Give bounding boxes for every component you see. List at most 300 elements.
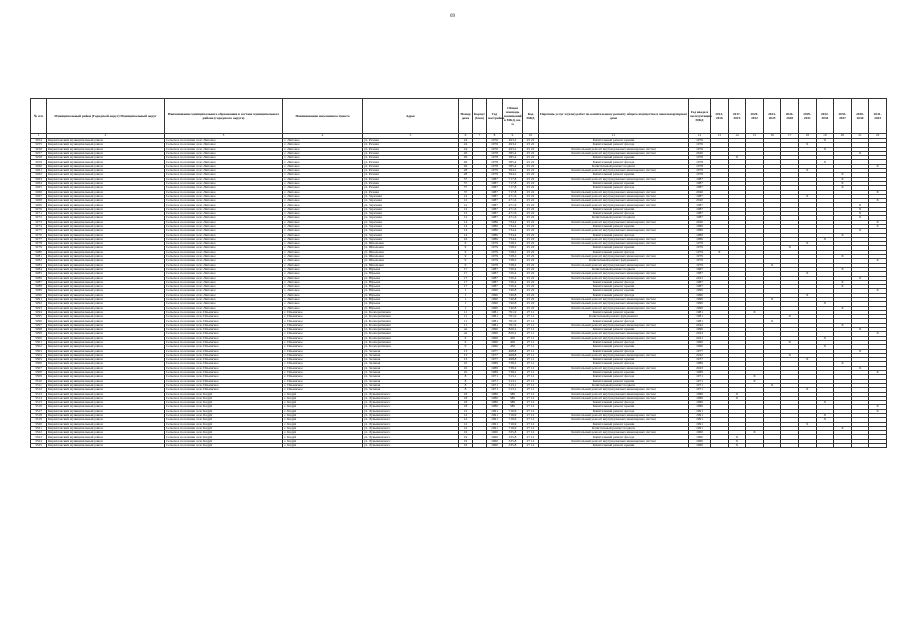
table-cell xyxy=(711,444,729,448)
table-cell: ул. Речная xyxy=(363,169,459,173)
table-cell: 1986 xyxy=(689,405,711,409)
table-cell: Сельское поселение село Липовое xyxy=(165,233,283,237)
table-cell: Капитальный ремонт внутридомовых инженерных систем xyxy=(539,336,689,340)
table-cell: Капитальный ремонт крыши xyxy=(539,139,689,143)
table-cell: Капитальный ремонт внутридомовых инженерных систем xyxy=(539,263,689,267)
table-cell: X xyxy=(816,160,834,164)
table-cell: Сельское поселение село Липовое xyxy=(165,207,283,211)
table-cell: 25 22 xyxy=(523,263,539,267)
table-cell: 1989 xyxy=(689,362,711,366)
table-cell: Капитальный ремонт внутридомовых инженерных систем xyxy=(539,229,689,233)
table-cell: 1986 xyxy=(689,229,711,233)
table-cell: Кирилловский муниципальный район xyxy=(47,418,165,422)
table-cell: ул. Лукьяновского xyxy=(363,422,459,426)
table-cell: 25 22 xyxy=(523,242,539,246)
table-cell: 25 22 xyxy=(523,237,539,241)
table-cell: 3305 xyxy=(31,358,47,362)
table-cell: 717,8 xyxy=(503,177,523,181)
table-cell: Кирилловский муниципальный район xyxy=(47,255,165,259)
table-cell: 1990 xyxy=(689,297,711,301)
table-cell: 26 xyxy=(459,156,473,160)
table-cell: 1990 xyxy=(689,328,711,332)
table-cell: 25 22 xyxy=(523,207,539,211)
column-header: Наименование населенного пункта xyxy=(283,99,363,134)
table-cell: X xyxy=(834,362,852,366)
table-cell: 27 11 xyxy=(523,366,539,370)
table-cell: 738,2 xyxy=(503,371,523,375)
table-cell: 1 xyxy=(459,297,473,301)
table-cell: с. Кадуй xyxy=(283,426,363,430)
table-cell: Кирилловский муниципальный район xyxy=(47,186,165,190)
table-cell: Сельское поселение село Липовое xyxy=(165,156,283,160)
table-cell: Кирилловский муниципальный район xyxy=(47,285,165,289)
table-cell: X xyxy=(746,431,764,435)
table-cell: 1960 xyxy=(689,345,711,349)
column-number: 13 xyxy=(711,134,729,139)
table-cell: 3258 xyxy=(31,156,47,160)
table-cell: Кирилловский муниципальный район xyxy=(47,319,165,323)
table-cell: 12 xyxy=(459,194,473,198)
table-cell: 1989 xyxy=(487,362,503,366)
table-cell: 25 22 xyxy=(523,306,539,310)
table-cell: X xyxy=(798,272,816,276)
table-cell: X xyxy=(728,156,746,160)
table-cell: 1981 xyxy=(487,319,503,323)
column-header: Перечень услуг и (или) работ по капитальному ремонту общего имущества в многоквартирном доме xyxy=(539,99,689,134)
table-cell: Сельское поселение село Липовое xyxy=(165,237,283,241)
table-cell: 1990 xyxy=(689,306,711,310)
column-header: 2026-2028 xyxy=(781,99,799,134)
table-cell: с. Кадуй xyxy=(283,431,363,435)
table-cell: 27 12 xyxy=(523,401,539,405)
table-cell: с. Липовое xyxy=(283,229,363,233)
table-cell: 585,4 xyxy=(503,151,523,155)
table-cell: Кирилловский муниципальный район xyxy=(47,259,165,263)
table-cell: 28 xyxy=(459,173,473,177)
table-cell: Кирилловский муниципальный район xyxy=(47,151,165,155)
table-cell: с. Липовое xyxy=(283,216,363,220)
table-cell: Капитальный ремонт фасада xyxy=(539,349,689,353)
table-cell: 8 xyxy=(459,379,473,383)
column-header: Номер дома xyxy=(459,99,473,134)
table-cell: Кирилловский муниципальный район xyxy=(47,345,165,349)
table-cell: с. Липовое xyxy=(283,203,363,207)
table-cell: 1986 xyxy=(487,229,503,233)
table-cell: 12 xyxy=(459,409,473,413)
table-cell: ул. Юрьева xyxy=(363,280,459,284)
table-cell: Сельское поселение село Липовое xyxy=(165,250,283,254)
table-cell: 27 11 xyxy=(523,371,539,375)
table-cell: 717,8 xyxy=(503,190,523,194)
table-cell: 8 xyxy=(459,383,473,387)
table-cell: 1978 xyxy=(689,164,711,168)
table-cell: с. Липовое xyxy=(283,293,363,297)
table-cell: Капитальный ремонт фасада xyxy=(539,233,689,237)
table-cell: 3270 xyxy=(31,207,47,211)
table-cell: 27 11 xyxy=(523,328,539,332)
table-cell: 498,8 xyxy=(503,349,523,353)
table-cell: 25 22 xyxy=(523,212,539,216)
table-cell: 3257 xyxy=(31,151,47,155)
table-cell: 9 xyxy=(459,340,473,344)
column-number: 17 xyxy=(781,134,799,139)
table-cell: 2043 xyxy=(689,366,711,370)
table-cell: X xyxy=(851,349,869,353)
table-cell: 1989 xyxy=(487,371,503,375)
table-cell: 9 xyxy=(459,263,473,267)
table-cell: 1 xyxy=(459,289,473,293)
table-cell: 3279 xyxy=(31,246,47,250)
table-cell: 1986 xyxy=(487,401,503,405)
table-cell: Капитальный ремонт крыши xyxy=(539,328,689,332)
table-cell: Капитальный ремонт внутридомовых инженерных систем xyxy=(539,396,689,400)
table-cell: 1981 xyxy=(487,323,503,327)
table-cell: Капитальный ремонт внутридомовых инженерных систем xyxy=(539,431,689,435)
table-cell: Кирилловский муниципальный район xyxy=(47,143,165,147)
table-cell: Сельское поселение село Липовое xyxy=(165,276,283,280)
table-cell: Кирилловский муниципальный район xyxy=(47,276,165,280)
table-cell: Капитальный ремонт подвала xyxy=(539,164,689,168)
table-cell: 1987 xyxy=(689,216,711,220)
table-cell: Капитальный ремонт крыши xyxy=(539,345,689,349)
table-cell: 513,1 xyxy=(503,388,523,392)
table-cell: Капитальный ремонт крыши xyxy=(539,405,689,409)
table-cell: X xyxy=(869,220,887,224)
table-cell: с. Липовое xyxy=(283,276,363,280)
table-cell: 3285 xyxy=(31,272,47,276)
table-cell: ул. Зеленая xyxy=(363,383,459,387)
table-cell: 9 xyxy=(459,259,473,263)
table-cell: 25 22 xyxy=(523,169,539,173)
table-cell: 3320 xyxy=(31,422,47,426)
table-cell: 3292 xyxy=(31,302,47,306)
table-cell: X xyxy=(798,293,816,297)
table-cell: 716,9 xyxy=(503,414,523,418)
table-cell: Сельское поселение село Липовое xyxy=(165,194,283,198)
table-cell: X xyxy=(798,358,816,362)
table-cell: ул. Зеленая xyxy=(363,353,459,357)
table-cell: с. Ильинское xyxy=(283,319,363,323)
table-cell: Капитальный ремонт внутридомовых инженерных систем xyxy=(539,169,689,173)
table-cell: ул. Юрьева xyxy=(363,293,459,297)
table-cell: 1981 xyxy=(487,315,503,319)
table-cell: с. Ильинское xyxy=(283,345,363,349)
column-number: 10 xyxy=(523,134,539,139)
table-cell: 18 xyxy=(459,396,473,400)
table-cell: 3266 xyxy=(31,190,47,194)
table-cell: с. Липовое xyxy=(283,237,363,241)
table-cell: ул. Лукьяновского xyxy=(363,435,459,439)
table-cell: 1986 xyxy=(487,392,503,396)
column-number: 21 xyxy=(851,134,869,139)
table-cell: Кирилловский муниципальный район xyxy=(47,336,165,340)
table-cell: Сельское поселение село Липовое xyxy=(165,267,283,271)
table-cell: Кирилловский муниципальный район xyxy=(47,190,165,194)
table-cell: с. Ильинское xyxy=(283,379,363,383)
table-cell: 1991 xyxy=(689,422,711,426)
table-cell: Капитальный ремонт внутридомовых инженерных систем xyxy=(539,199,689,203)
table-cell: X xyxy=(798,422,816,426)
table-cell: с. Липовое xyxy=(283,207,363,211)
table-cell: Сельское поселение село Липовое xyxy=(165,190,283,194)
table-cell: Кирилловский муниципальный район xyxy=(47,250,165,254)
table-cell: Кирилловский муниципальный район xyxy=(47,229,165,233)
table-cell: 4а xyxy=(459,328,473,332)
table-cell: 3300 xyxy=(31,336,47,340)
table-cell: X xyxy=(816,147,834,151)
table-cell: 1986 xyxy=(487,237,503,241)
table-cell: 3296 xyxy=(31,319,47,323)
table-cell: ул. Заречная xyxy=(363,237,459,241)
table-cell: X xyxy=(798,242,816,246)
table-cell: 761,9 xyxy=(503,310,523,314)
table-cell: 3282 xyxy=(31,259,47,263)
table-cell: Капитальный ремонт фасада xyxy=(539,362,689,366)
table-cell: с. Ильинское xyxy=(283,358,363,362)
table-cell: 1978 xyxy=(689,156,711,160)
table-cell: X xyxy=(834,181,852,185)
table-cell: X xyxy=(869,332,887,336)
table-cell: с. Липовое xyxy=(283,143,363,147)
table-cell: 1979 xyxy=(689,242,711,246)
table-cell: 1987 xyxy=(689,177,711,181)
table-cell: 10 xyxy=(459,362,473,366)
table-cell: с. Кадуй xyxy=(283,409,363,413)
column-header: 2038-2040 xyxy=(851,99,869,134)
table-cell: Капитальный ремонт внутридомовых инженерных систем xyxy=(539,147,689,151)
column-header: Код МКД xyxy=(523,99,539,134)
table-cell: Сельское поселение село Липовое xyxy=(165,186,283,190)
table-cell: Кирилловский муниципальный район xyxy=(47,224,165,228)
table-cell: Кирилловский муниципальный район xyxy=(47,310,165,314)
table-cell: 1960 xyxy=(689,444,711,448)
table-cell: 1986 xyxy=(487,224,503,228)
table-cell: Капитальный ремонт подвала xyxy=(539,216,689,220)
table-cell: 3312 xyxy=(31,388,47,392)
table-cell: с. Ильинское xyxy=(283,323,363,327)
table-cell: с. Липовое xyxy=(283,285,363,289)
table-cell: 19 xyxy=(459,444,473,448)
table-cell: 1981 xyxy=(689,319,711,323)
table-cell: 1990 xyxy=(689,293,711,297)
column-header: 2029-2031 xyxy=(798,99,816,134)
table-cell: 720,4 xyxy=(503,285,523,289)
table-cell: 740,8 xyxy=(503,293,523,297)
table-cell: Капитальный ремонт фундамента xyxy=(539,315,689,319)
table-cell xyxy=(781,444,799,448)
table-cell: 1991 xyxy=(689,414,711,418)
table-cell: 3256 xyxy=(31,147,47,151)
table-cell: Капитальный ремонт внутридомовых инженерных систем xyxy=(539,439,689,443)
column-header: 2041-2043 xyxy=(869,99,887,134)
table-cell: ул. Юрьева xyxy=(363,267,459,271)
column-number: 5 xyxy=(363,134,459,139)
table-cell: 25 22 xyxy=(523,160,539,164)
column-number: 14 xyxy=(728,134,746,139)
table-cell: 3276 xyxy=(31,233,47,237)
table-cell: Капитальный ремонт крыши xyxy=(539,207,689,211)
table-cell: 3277 xyxy=(31,237,47,241)
table-cell: X xyxy=(851,366,869,370)
table-cell: Капитальный ремонт подвала xyxy=(539,383,689,387)
column-number: 6 xyxy=(459,134,473,139)
table-cell: Сельское поселение село Ильинское xyxy=(165,328,283,332)
table-cell: 716,9 xyxy=(503,409,523,413)
table-cell: 728,2 xyxy=(503,259,523,263)
table-cell: 1989 xyxy=(689,371,711,375)
table-cell: 1977 xyxy=(689,358,711,362)
table-cell: Сельское поселение село Липовое xyxy=(165,259,283,263)
table-cell: 27 11 xyxy=(523,319,539,323)
table-cell: 25 22 xyxy=(523,259,539,263)
table-cell: 17 xyxy=(459,276,473,280)
table-cell: ул. Кооперативная xyxy=(363,345,459,349)
table-cell: Кирилловский муниципальный район xyxy=(47,139,165,143)
table-cell: Кирилловский муниципальный район xyxy=(47,383,165,387)
table-cell: 1979 xyxy=(487,255,503,259)
table-cell: 580 xyxy=(503,396,523,400)
table-cell: 1987 xyxy=(487,186,503,190)
table-cell: X xyxy=(834,426,852,430)
table-cell: Капитальный ремонт внутридомовых инженерных систем xyxy=(539,220,689,224)
table-cell: X xyxy=(816,302,834,306)
table-cell: с. Ильинское xyxy=(283,340,363,344)
table-cell: 37 xyxy=(459,181,473,185)
table-cell: 3294 xyxy=(31,310,47,314)
table-cell: Сельское поселение село Липовое xyxy=(165,297,283,301)
table-cell: 1987 xyxy=(689,267,711,271)
table-cell: Сельское поселение село Липовое xyxy=(165,229,283,233)
table-cell: 1978 xyxy=(487,156,503,160)
table-cell: 1987 xyxy=(487,177,503,181)
table-cell: X xyxy=(851,328,869,332)
table-cell: ул. Зеленая xyxy=(363,362,459,366)
table-cell: X xyxy=(728,439,746,443)
table-cell: 1990 xyxy=(689,289,711,293)
table-cell: 1978 xyxy=(487,151,503,155)
table-cell: Кирилловский муниципальный район xyxy=(47,242,165,246)
table-cell: 27 12 xyxy=(523,431,539,435)
table-cell: 717,8 xyxy=(503,181,523,185)
table-cell: 1990 xyxy=(487,302,503,306)
table-cell: 25 22 xyxy=(523,143,539,147)
table-cell: Сельское поселение село Липовое xyxy=(165,289,283,293)
table-cell: 14 xyxy=(459,229,473,233)
table-cell: 27 11 xyxy=(523,353,539,357)
table-cell: 3260 xyxy=(31,164,47,168)
table-cell: 9 xyxy=(459,255,473,259)
table-cell: ул. Заречная xyxy=(363,203,459,207)
table-cell: 738,2 xyxy=(503,362,523,366)
table-cell: 37 xyxy=(459,177,473,181)
table-cell: 471,6 xyxy=(503,203,523,207)
table-cell: 10 xyxy=(459,366,473,370)
table-cell: 1990 xyxy=(487,297,503,301)
table-cell: 12 xyxy=(459,207,473,211)
table-cell: X xyxy=(763,319,781,323)
table-cell: 25 22 xyxy=(523,250,539,254)
table-cell: 2043 xyxy=(689,332,711,336)
table-cell: 37 xyxy=(459,190,473,194)
table-cell: Сельское поселение село Ильинское xyxy=(165,375,283,379)
table-cell: 2040 xyxy=(689,220,711,224)
table-cell: ул. Зеленая xyxy=(363,371,459,375)
table-cell: с. Липовое xyxy=(283,160,363,164)
table-cell: 25 22 xyxy=(523,224,539,228)
table-cell: 14 xyxy=(459,220,473,224)
table-cell: ул. Речная xyxy=(363,177,459,181)
table-cell: 3269 xyxy=(31,203,47,207)
table-cell: Сельское поселение село Ильинское xyxy=(165,366,283,370)
table-cell: 1986 xyxy=(689,392,711,396)
table-cell: 1977 xyxy=(487,358,503,362)
table-cell: 1979 xyxy=(689,173,711,177)
table-cell: 19 xyxy=(459,431,473,435)
table-cell: с. Липовое xyxy=(283,164,363,168)
table-cell: 27 11 xyxy=(523,379,539,383)
table-cell: Кирилловский муниципальный район xyxy=(47,237,165,241)
table-cell: 493,2 xyxy=(503,139,523,143)
table-cell: 3265 xyxy=(31,186,47,190)
table-cell: 761,9 xyxy=(503,319,523,323)
column-header: 2035-2037 xyxy=(834,99,852,134)
table-cell: Капитальный ремонт фасада xyxy=(539,250,689,254)
table-cell: Сельское поселение село Липовое xyxy=(165,151,283,155)
table-cell: Сельское поселение село Кадуй xyxy=(165,405,283,409)
table-cell: 37 xyxy=(459,186,473,190)
table-cell: 3323 xyxy=(31,435,47,439)
table-cell: Капитальный ремонт крыши xyxy=(539,285,689,289)
table-cell: 27 12 xyxy=(523,426,539,430)
table-cell: 1977 xyxy=(487,349,503,353)
table-cell xyxy=(816,444,834,448)
table-cell: Сельское поселение село Липовое xyxy=(165,203,283,207)
table-cell: 450 xyxy=(503,345,523,349)
table-cell: 27 12 xyxy=(523,409,539,413)
table-cell: Сельское поселение село Липовое xyxy=(165,139,283,143)
table-cell: ул. Лукьяновского xyxy=(363,392,459,396)
column-header: Год ввода в эксплуатацию МКД xyxy=(689,99,711,134)
table-cell: 11 xyxy=(459,319,473,323)
table-cell: Кирилловский муниципальный район xyxy=(47,147,165,151)
table-cell: X xyxy=(798,169,816,173)
table-cell: Сельское поселение село Липовое xyxy=(165,177,283,181)
table-cell: Кирилловский муниципальный район xyxy=(47,293,165,297)
table-cell: ул. Кооперативная xyxy=(363,323,459,327)
table-cell: 12 xyxy=(459,418,473,422)
table-cell: 8 xyxy=(459,375,473,379)
table-cell: X xyxy=(834,177,852,181)
table-cell: с. Кадуй xyxy=(283,414,363,418)
table-cell: 1979 xyxy=(689,169,711,173)
table-cell: X xyxy=(834,280,852,284)
table-cell: 1989 xyxy=(487,366,503,370)
table-cell: 1987 xyxy=(487,181,503,185)
table-cell: 9 xyxy=(459,336,473,340)
capital-repair-table xyxy=(30,98,887,448)
table-cell: 3271 xyxy=(31,212,47,216)
table-cell: 1971 xyxy=(689,379,711,383)
table-cell: Капитальный ремонт крыши xyxy=(539,444,689,448)
table-cell: с. Липовое xyxy=(283,242,363,246)
table-cell: 3261 xyxy=(31,169,47,173)
column-header: 2017-2019 xyxy=(728,99,746,134)
table-cell: 3262 xyxy=(31,173,47,177)
table-cell: 25 22 xyxy=(523,199,539,203)
table-cell: Сельское поселение село Ильинское xyxy=(165,336,283,340)
table-cell: с. Липовое xyxy=(283,250,363,254)
column-number: 4 xyxy=(283,134,363,139)
